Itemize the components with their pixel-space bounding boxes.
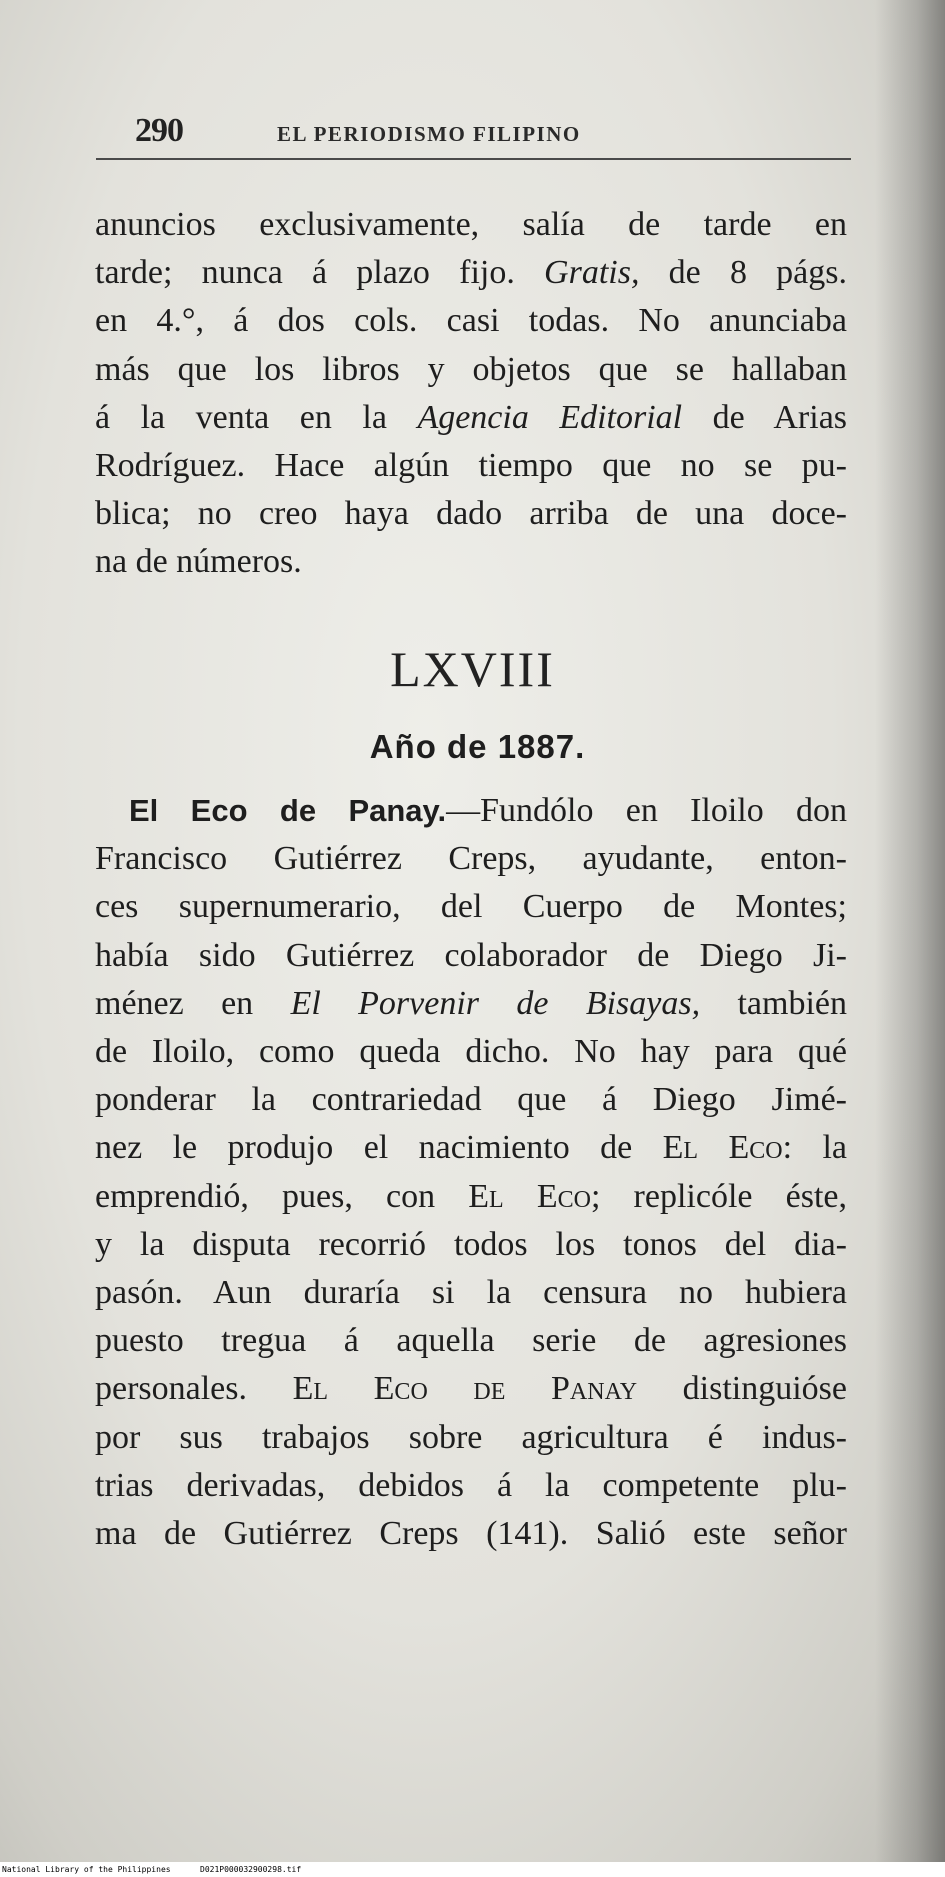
chapter-numeral: LXVIII <box>390 641 555 697</box>
text-fragment: también <box>700 984 847 1022</box>
small-caps-title: El Eco <box>468 1177 591 1215</box>
text-fragment: ménez en <box>95 984 291 1022</box>
text-fragment: —Fundólo en Iloilo don <box>446 792 848 829</box>
text-line <box>95 1365 847 1413</box>
text-line <box>95 249 847 297</box>
scan-footer <box>0 1862 945 1877</box>
text-line: ponderar la contrariedad que á Diego Jimé- <box>95 1081 847 1119</box>
page-header <box>135 112 850 162</box>
text-line <box>95 787 847 835</box>
text-line: había sido Gutiérrez colaborador de Diego Ji- <box>95 936 847 974</box>
running-head: EL PERIODISMO FILIPINO <box>277 122 581 146</box>
text-line: de Iloilo, como queda dicho. No hay para qué <box>95 1033 847 1071</box>
text-line <box>95 394 847 442</box>
italic-title: El Porvenir de Bisayas, <box>290 984 701 1022</box>
text-fragment: : la <box>782 1129 847 1167</box>
header-rule <box>96 158 851 160</box>
small-caps-title: El Eco de Panay <box>292 1370 638 1408</box>
text-line: trias derivadas, debidos á la competente plu- <box>95 1466 847 1504</box>
text-line: en 4.°, á dos cols. casi todas. No anunciaba <box>95 302 847 340</box>
entry-title: El Eco de Panay. <box>129 793 447 828</box>
text-fragment: emprendió, pues, con <box>95 1177 469 1215</box>
chapter-year-heading: Año de 1887. <box>369 728 586 765</box>
text-line: anuncios exclusivamente, salía de tarde en <box>95 206 847 243</box>
small-caps-title: El Eco <box>662 1129 783 1167</box>
text-line: Francisco Gutiérrez Creps, ayudante, enton- <box>95 840 847 878</box>
text-line: por sus trabajos sobre agricultura é indus- <box>95 1418 847 1456</box>
text-line <box>95 1173 847 1221</box>
text-fragment: personales. <box>95 1370 293 1408</box>
text-line: y la disputa recorrió todos los tonos del dia- <box>95 1225 847 1263</box>
text-line: na de números. <box>95 543 302 581</box>
text-fragment: á la venta en la <box>95 398 418 436</box>
page-number: 290 <box>135 112 183 149</box>
text-line: pasón. Aun duraría si la censura no hubiera <box>95 1274 847 1312</box>
text-line: más que los libros y objetos que se hallaban <box>95 350 847 388</box>
text-line: ma de Gutiérrez Creps (141). Salió este señor <box>95 1515 847 1553</box>
text-line: ces supernumerario, del Cuerpo de Montes; <box>95 888 847 926</box>
text-fragment: de 8 págs. <box>639 254 847 292</box>
text-line: blica; no creo haya dado arriba de una doce- <box>95 495 847 533</box>
text-line: Rodríguez. Hace algún tiempo que no se pu- <box>95 447 847 485</box>
text-fragment: ; replicóle éste, <box>590 1177 847 1215</box>
library-credit: National Library of the Philippines <box>2 1865 171 1874</box>
text-line <box>95 980 847 1028</box>
file-id: D021P000032900298.tif <box>200 1865 302 1874</box>
italic-word: Gratis, <box>544 254 640 292</box>
text-line <box>95 1124 847 1172</box>
text-line: puesto tregua á aquella serie de agresiones <box>95 1322 847 1360</box>
paragraph-continuation <box>95 201 847 587</box>
text-fragment: tarde; nunca á plazo fijo. <box>95 254 545 292</box>
paragraph-el-eco-de-panay <box>95 787 847 1558</box>
italic-title: Agencia Editorial <box>417 398 683 436</box>
text-fragment: distinguióse <box>637 1370 847 1408</box>
text-fragment: de Arias <box>682 398 848 436</box>
text-fragment: nez le produjo el nacimiento de <box>95 1129 663 1167</box>
